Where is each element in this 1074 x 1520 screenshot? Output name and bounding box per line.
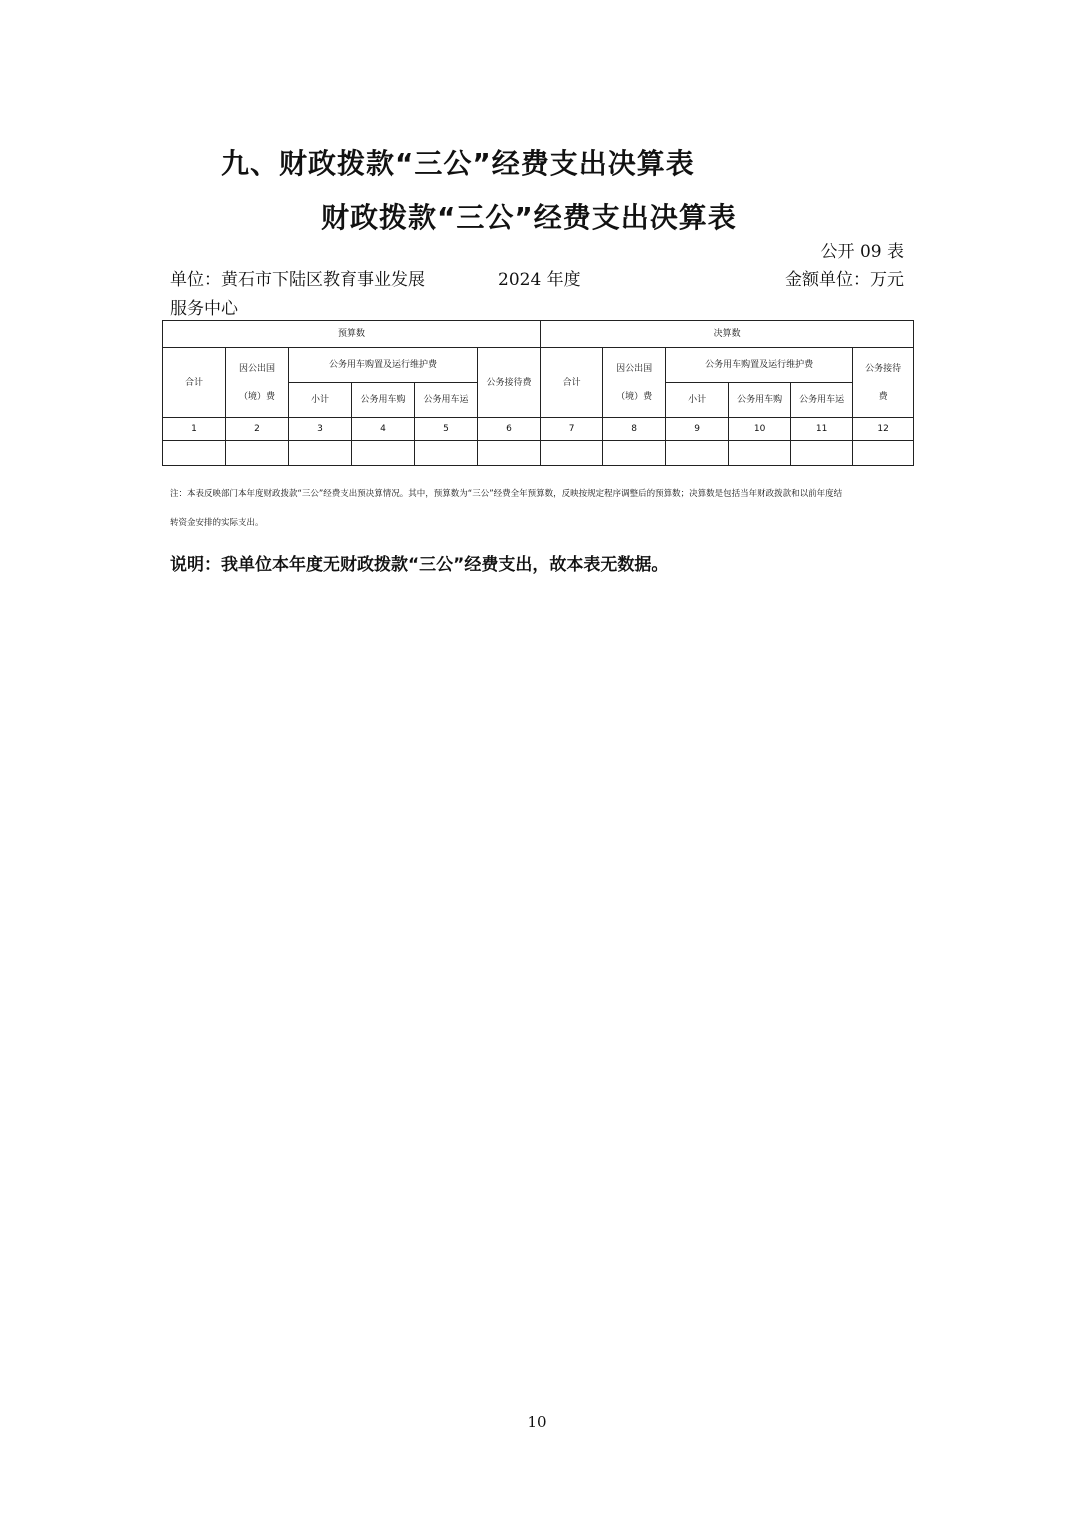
budget-total-header: 合计 bbox=[163, 348, 226, 418]
column-number: 9 bbox=[666, 418, 729, 441]
final-group-header: 决算数 bbox=[541, 321, 914, 348]
budget-subtotal-header: 小计 bbox=[289, 383, 352, 418]
data-cell bbox=[352, 441, 415, 466]
column-number: 8 bbox=[603, 418, 666, 441]
empty-data-row bbox=[163, 441, 914, 466]
group-header-row bbox=[163, 321, 914, 348]
data-cell bbox=[603, 441, 666, 466]
final-total-header: 合计 bbox=[541, 348, 603, 418]
column-number: 6 bbox=[478, 418, 541, 441]
data-cell bbox=[289, 441, 352, 466]
data-cell bbox=[163, 441, 226, 466]
column-number: 10 bbox=[729, 418, 791, 441]
amount-unit: 金额单位：万元 bbox=[785, 270, 904, 290]
page-number: 10 bbox=[527, 1413, 547, 1431]
budget-group-header: 预算数 bbox=[163, 321, 541, 348]
data-cell bbox=[729, 441, 791, 466]
budget-abroad-header: 因公出国 （境）费 bbox=[226, 348, 289, 418]
table-note-continued: 转资金安排的实际支出。 bbox=[170, 518, 264, 528]
column-number: 3 bbox=[289, 418, 352, 441]
data-cell bbox=[226, 441, 289, 466]
budget-vehicle-purchase-header: 公务用车购 bbox=[352, 383, 415, 418]
column-number: 7 bbox=[541, 418, 603, 441]
final-vehicle-purchase-header: 公务用车购 bbox=[729, 383, 791, 418]
final-vehicle-group-header: 公务用车购置及运行维护费 bbox=[666, 348, 853, 383]
budget-vehicle-operation-header: 公务用车运 bbox=[415, 383, 478, 418]
final-subtotal-header: 小计 bbox=[666, 383, 729, 418]
column-number: 5 bbox=[415, 418, 478, 441]
data-cell bbox=[415, 441, 478, 466]
unit-label-continued: 服务中心 bbox=[170, 299, 238, 319]
column-header-row bbox=[163, 348, 914, 383]
budget-vehicle-group-header: 公务用车购置及运行维护费 bbox=[289, 348, 478, 383]
column-number: 4 bbox=[352, 418, 415, 441]
data-cell bbox=[791, 441, 853, 466]
section-title: 九、财政拨款“三公”经费支出决算表 bbox=[221, 147, 695, 180]
explanation-text: 说明：我单位本年度无财政拨款“三公”经费支出，故本表无数据。 bbox=[170, 555, 669, 575]
column-number: 2 bbox=[226, 418, 289, 441]
table-note: 注：本表反映部门本年度财政拨款“三公”经费支出预决算情况。其中，预算数为“三公”经费全年预算数，反映按规定程序调整后的预算数；决算数是包括当年财政拨款和以前年度结 bbox=[170, 489, 843, 499]
column-number: 1 bbox=[163, 418, 226, 441]
data-cell bbox=[853, 441, 914, 466]
final-reception-header: 公务接待 费 bbox=[853, 348, 914, 418]
column-number: 11 bbox=[791, 418, 853, 441]
final-vehicle-operation-header: 公务用车运 bbox=[791, 383, 853, 418]
data-cell bbox=[541, 441, 603, 466]
column-number-row bbox=[163, 418, 914, 441]
table-title: 财政拨款“三公”经费支出决算表 bbox=[321, 201, 737, 234]
three-public-expenses-table bbox=[162, 320, 914, 466]
fiscal-year: 2024 年度 bbox=[498, 270, 581, 290]
budget-reception-header: 公务接待费 bbox=[478, 348, 541, 418]
column-number: 12 bbox=[853, 418, 914, 441]
form-code: 公开 09 表 bbox=[820, 242, 904, 262]
final-abroad-header: 因公出国 （境）费 bbox=[603, 348, 666, 418]
data-cell bbox=[666, 441, 729, 466]
data-cell bbox=[478, 441, 541, 466]
unit-label: 单位：黄石市下陆区教育事业发展 bbox=[170, 270, 425, 290]
